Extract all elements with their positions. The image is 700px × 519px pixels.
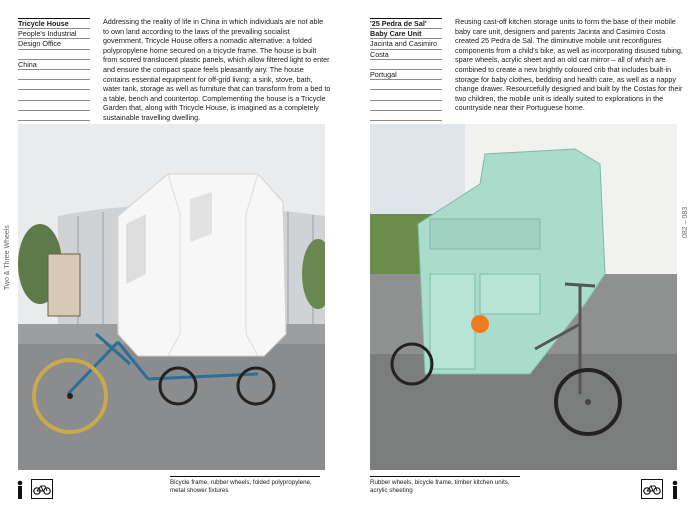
right-meta-table	[370, 18, 442, 121]
baby-care-unit-illustration	[370, 124, 677, 470]
section-label: Two & Three Wheels	[4, 225, 11, 290]
left-meta-title: Tricycle House	[18, 18, 90, 29]
left-meta-row: China	[18, 60, 90, 70]
right-meta-title: '25 Pedra de Sal'	[370, 18, 442, 29]
tricycle-house-illustration	[18, 124, 325, 470]
left-body-text: Addressing the reality of life in China in which individuals are not able to own land according to the laws of the prevailing socialist government, Tricycle House offers a nomadic alternative: a folded polypropylene home secured on a tricycle frame. The house is built from scored translucent plastic panels, which allow filtered light to enter and ensure the compact space feels pleasantly airy. The house contains essential equipment for off-grid living: a sink, stove, bath, water tank, storage as well as furniture that can transform from a bed to a table, bench and countertop. Complementing the house is a Tricycle Garden that, along with Tricycle House, is imagined as a completely sustainable travelling dwelling.	[103, 17, 331, 122]
person-icon	[16, 480, 24, 500]
right-meta-row	[370, 101, 442, 111]
right-meta-row	[370, 80, 442, 90]
left-meta-row	[18, 111, 90, 121]
page-numbers: 082 – 083	[682, 206, 689, 238]
left-caption: Bicycle frame, rubber wheels, folded polypropylene, metal shower fixtures	[170, 476, 320, 495]
right-meta-row	[370, 60, 442, 70]
person-icon	[671, 480, 679, 500]
bicycle-icon	[31, 479, 53, 499]
left-meta-table	[18, 18, 90, 121]
right-body-text: Reusing cast-off kitchen storage units to form the base of their mobile baby care unit, designers and parents Jacinta and Casimiro Costa created 25 Pedra de Sal. The diminutive mobile unit reconfigures components from a child's bike, as well as incorporating disused tubing, spare wheels, acrylic sheet and an old car mirror – all of which are combined to create a new brightly coloured crib that includes built-in storage for baby clothes, bedding and health care, as well as a nappy change drawer. Resourcefully designed and built by the Costas for their two children, the mobile unit is ideally suited to explorations in the countryside near their Portuguese home.	[455, 17, 683, 113]
right-meta-row: Jacinta and Casimiro	[370, 39, 442, 49]
right-meta-subtitle: Baby Care Unit	[370, 29, 442, 39]
left-meta-row	[18, 90, 90, 100]
left-meta-row: People's Industrial	[18, 29, 90, 39]
right-caption: Rubber wheels, bicycle frame, timber kitchen units, acrylic sheeting	[370, 476, 520, 495]
baby-care-unit-photo	[370, 124, 677, 470]
tricycle-house-photo	[18, 124, 325, 470]
left-meta-row	[18, 70, 90, 80]
right-meta-row: Portugal	[370, 70, 442, 80]
right-meta-row: Costa	[370, 50, 442, 60]
left-meta-row	[18, 80, 90, 90]
left-meta-row	[18, 101, 90, 111]
right-meta-row	[370, 111, 442, 121]
bicycle-icon	[641, 479, 663, 499]
left-meta-row: Design Office	[18, 39, 90, 49]
right-meta-row	[370, 90, 442, 100]
left-meta-row	[18, 50, 90, 60]
